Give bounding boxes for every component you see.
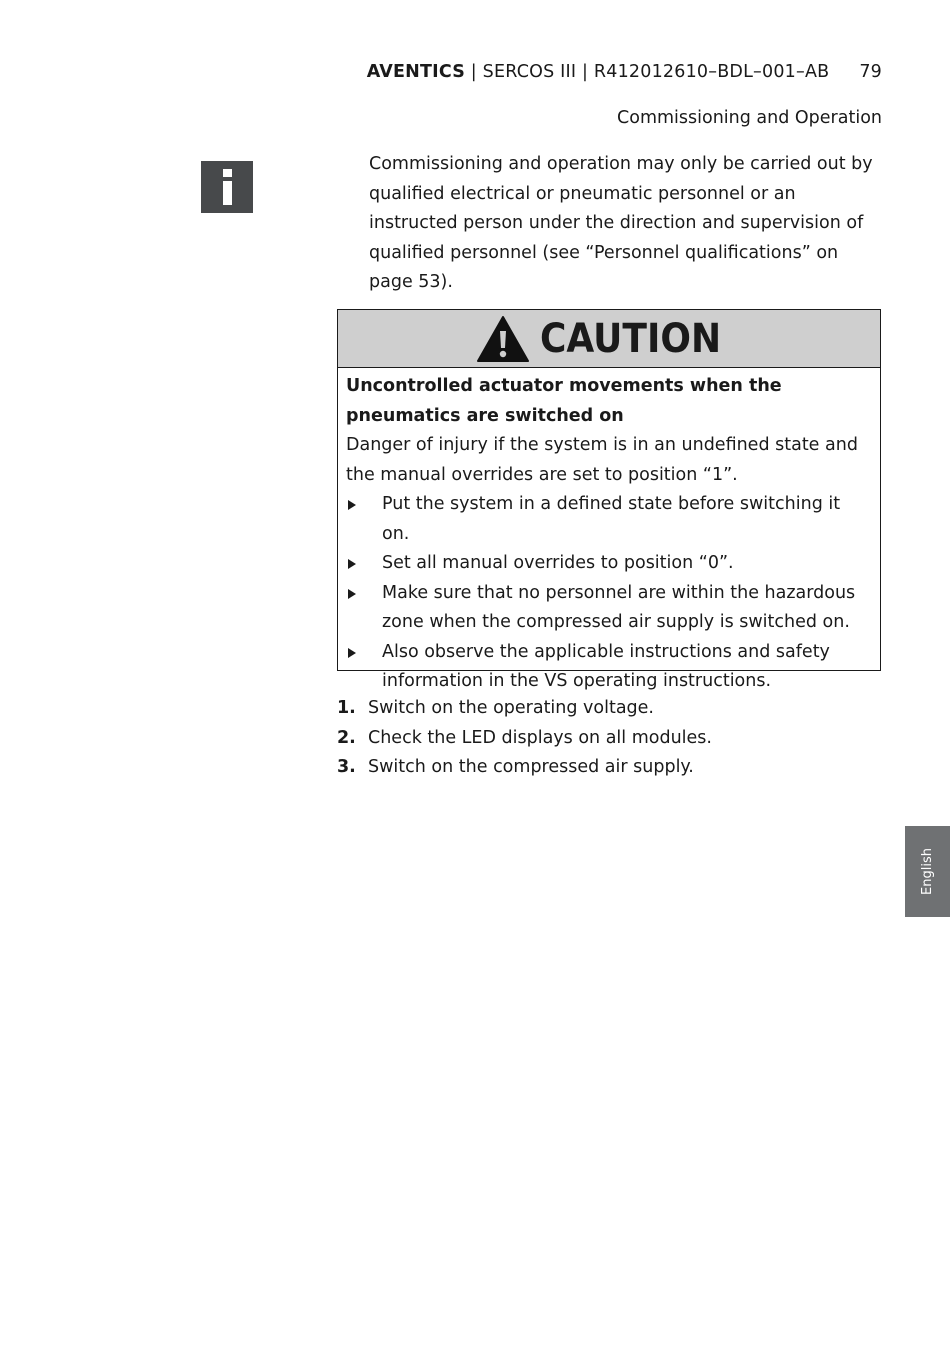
- info-note-text: Commissioning and operation may only be carried out by qualified electrical or pneumatic personnel or an instructed person under the direction and supervision of qualified personnel (see “Personnel qualifications” on page 53).: [369, 154, 873, 292]
- list-item: Put the system in a defined state before switching it on.: [346, 490, 872, 549]
- caution-danger-text: Danger of injury if the system is in an undefined state and the manual overrides are set to position “1”.: [346, 435, 858, 485]
- caution-header: [338, 310, 880, 368]
- language-tab-label: English: [920, 848, 936, 895]
- step-number: 2.: [337, 727, 356, 748]
- caution-body: [338, 368, 880, 697]
- warning-triangle-icon: [476, 315, 530, 363]
- section-title: Commissioning and Operation: [617, 108, 882, 128]
- caution-title: CAUTION: [540, 315, 722, 362]
- document-info: | SERCOS III | R412012610–BDL–001–AB: [465, 62, 830, 82]
- info-icon: [201, 161, 253, 213]
- step-number: 1.: [337, 698, 356, 718]
- list-item: Make sure that no personnel are within the hazardous zone when the compressed air supply is switched on.: [346, 579, 872, 638]
- bullet-triangle-icon: [348, 648, 356, 658]
- caution-box: [337, 309, 881, 691]
- language-tab: [905, 826, 950, 917]
- caution-bullet-list: [346, 490, 872, 697]
- bullet-triangle-icon: [348, 589, 356, 599]
- step-item: [337, 694, 712, 724]
- caution-heading: Uncontrolled actuator movements when the pneumatics are switched on: [346, 376, 782, 426]
- list-item: Set all manual overrides to position “0”.: [346, 549, 872, 579]
- step-text: Switch on the compressed air supply.: [368, 757, 694, 777]
- steps-list: [337, 694, 712, 783]
- bullet-triangle-icon: [348, 559, 356, 569]
- step-item: [337, 753, 712, 783]
- bullet-triangle-icon: [348, 500, 356, 510]
- running-header: [367, 62, 882, 82]
- list-item: Also observe the applicable instructions and safety information in the VS operating instructions.: [346, 638, 872, 697]
- step-text: Check the LED displays on all modules.: [368, 727, 712, 748]
- brand-name: AVENTICS: [366, 62, 466, 82]
- step-text: Switch on the operating voltage.: [368, 698, 654, 718]
- page-number: 79: [859, 62, 882, 82]
- step-number: 3.: [337, 757, 356, 777]
- step-item: [337, 724, 712, 754]
